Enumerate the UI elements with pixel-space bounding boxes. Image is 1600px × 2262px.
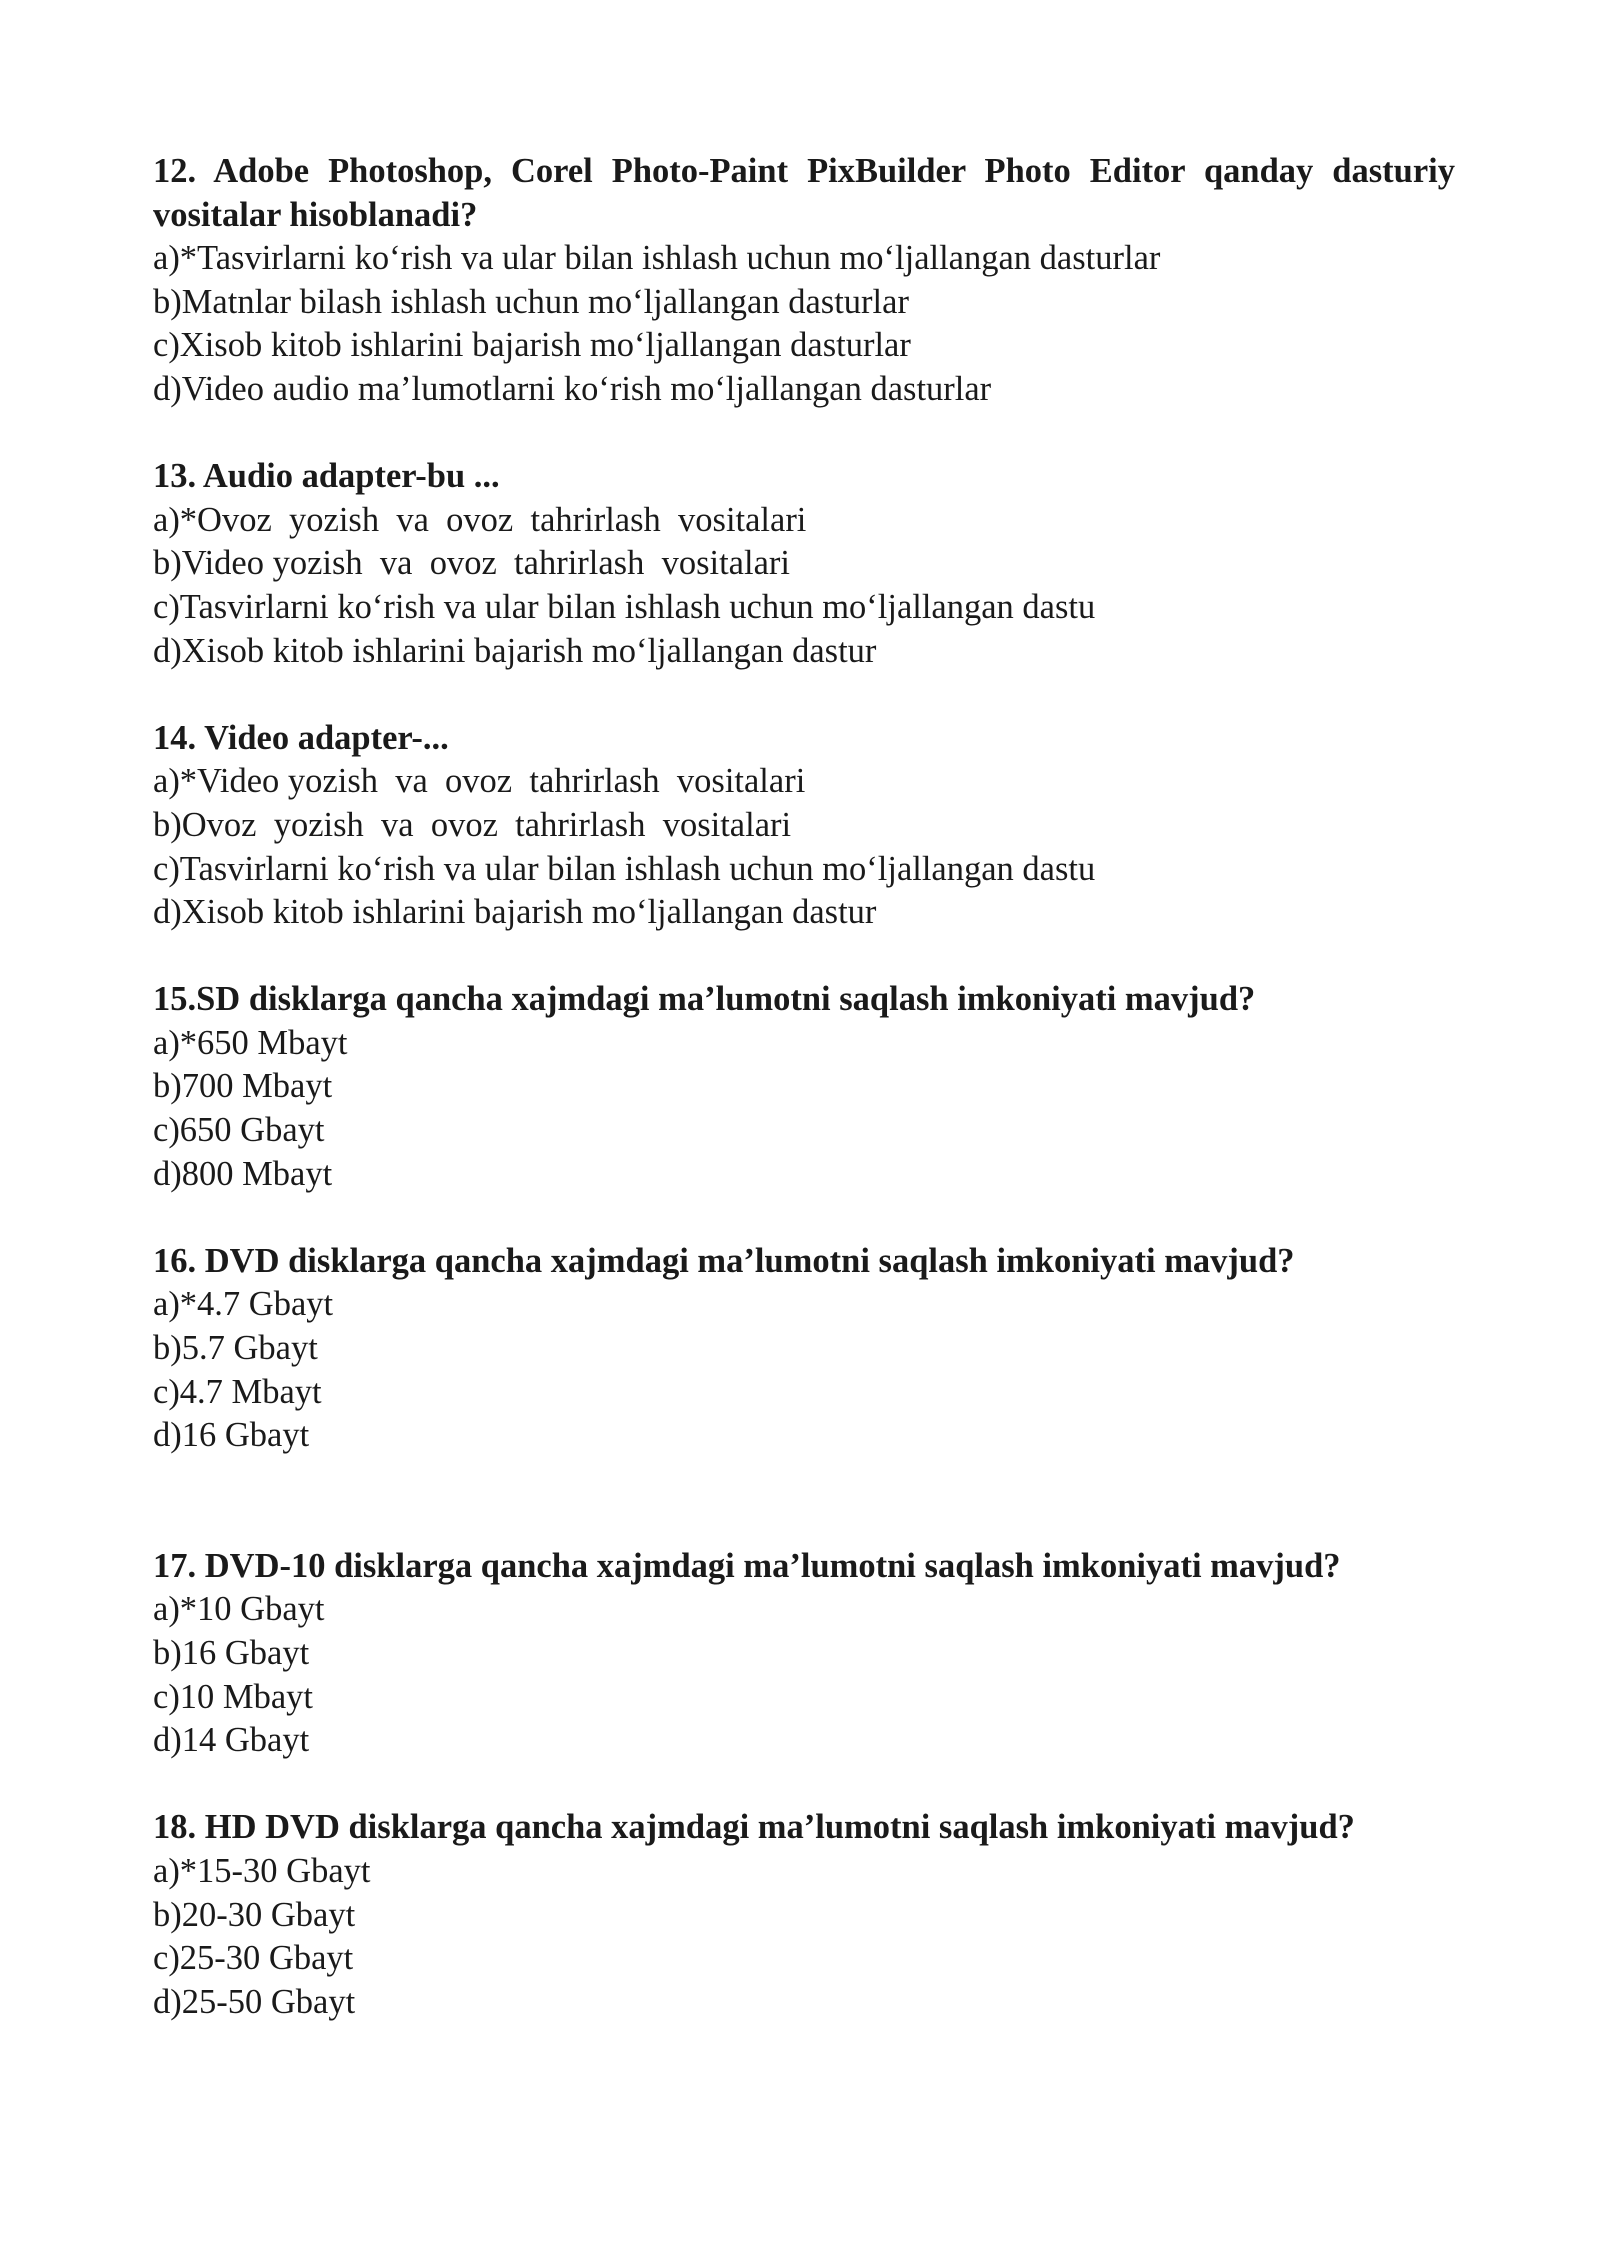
question-12: [153, 150, 1455, 412]
answer-option-c: c)10 Mbayt: [153, 1677, 314, 1716]
answer-option-c: c)25-30 Gbayt: [153, 1939, 354, 1978]
answer-option-b: b)5.7 Gbayt: [153, 1329, 318, 1368]
answer-option-c: c)4.7 Mbayt: [153, 1372, 322, 1411]
answer-option-d: d)Xisob kitob ishlarini bajarish mo‘ljallangan dastur: [153, 893, 877, 932]
answer-option-d: d)Video audio ma’lumotlarni ko‘rish mo‘ljallangan dasturlar: [153, 369, 992, 408]
answer-option-d: d)14 Gbayt: [153, 1721, 310, 1760]
question-title: 12. Adobe Photoshop, Corel Photo-Paint PixBuilder Photo Editor qanday dasturiy vositalar hisoblanadi?: [153, 152, 1455, 234]
answer-option-a: a)*4.7 Gbayt: [153, 1285, 334, 1324]
answer-option-d: d)16 Gbayt: [153, 1416, 310, 1455]
answer-option-b: b)Matnlar bilash ishlash uchun mo‘ljallangan dasturlar: [153, 282, 909, 321]
answer-option-a: a)*650 Mbayt: [153, 1023, 348, 1062]
answer-option-c: c)Xisob kitob ishlarini bajarish mo‘ljallangan dasturlar: [153, 326, 911, 365]
answer-option-a: a)*10 Gbayt: [153, 1590, 325, 1629]
question-title: 16. DVD disklarga qancha xajmdagi ma’lumotni saqlash imkoniyati mavjud?: [153, 1241, 1295, 1280]
answer-option-a: a)*Tasvirlarni ko‘rish va ular bilan ishlash uchun mo‘ljallangan dasturlar: [153, 239, 1161, 278]
answer-option-c: c)Tasvirlarni ko‘rish va ular bilan ishlash uchun mo‘ljallangan dastu: [153, 587, 1096, 626]
answer-option-b: b)16 Gbayt: [153, 1634, 310, 1672]
question-title: 14. Video adapter-...: [153, 718, 449, 757]
question-15: [153, 978, 1455, 1196]
answer-option-b: b)Ovoz yozish va ovoz tahrirlash vositalari: [153, 805, 792, 844]
question-title: 15.SD disklarga qancha xajmdagi ma’lumotni saqlash imkoniyati mavjud?: [153, 980, 1256, 1019]
answer-option-b: b)Video yozish va ovoz tahrirlash vositalari: [153, 544, 790, 583]
answer-option-a: a)*15-30 Gbayt: [153, 1851, 371, 1890]
question-17: [153, 1545, 1455, 1763]
question-title: 18. HD DVD disklarga qancha xajmdagi ma’lumotni saqlash imkoniyati mavjud?: [153, 1808, 1355, 1847]
answer-option-d: d)25-50 Gbayt: [153, 1982, 356, 2021]
question-16: [153, 1240, 1455, 1458]
question-18: [153, 1806, 1455, 2024]
question-list: [153, 150, 1455, 2068]
question-13: [153, 455, 1455, 673]
answer-option-b: b)700 Mbayt: [153, 1067, 333, 1106]
question-title: 13. Audio adapter-bu ...: [153, 457, 500, 496]
answer-option-c: c)650 Gbayt: [153, 1111, 325, 1150]
answer-option-d: d)800 Mbayt: [153, 1154, 333, 1193]
question-14: [153, 717, 1455, 935]
answer-option-a: a)*Video yozish va ovoz tahrirlash vositalari: [153, 762, 806, 801]
answer-option-a: a)*Ovoz yozish va ovoz tahrirlash vositalari: [153, 500, 807, 539]
answer-option-d: d)Xisob kitob ishlarini bajarish mo‘ljallangan dastur: [153, 631, 877, 670]
question-title: 17. DVD-10 disklarga qancha xajmdagi ma’lumotni saqlash imkoniyati mavjud?: [153, 1546, 1341, 1585]
answer-option-c: c)Tasvirlarni ko‘rish va ular bilan ishlash uchun mo‘ljallangan dastu: [153, 849, 1096, 888]
answer-option-b: b)20-30 Gbayt: [153, 1895, 356, 1934]
